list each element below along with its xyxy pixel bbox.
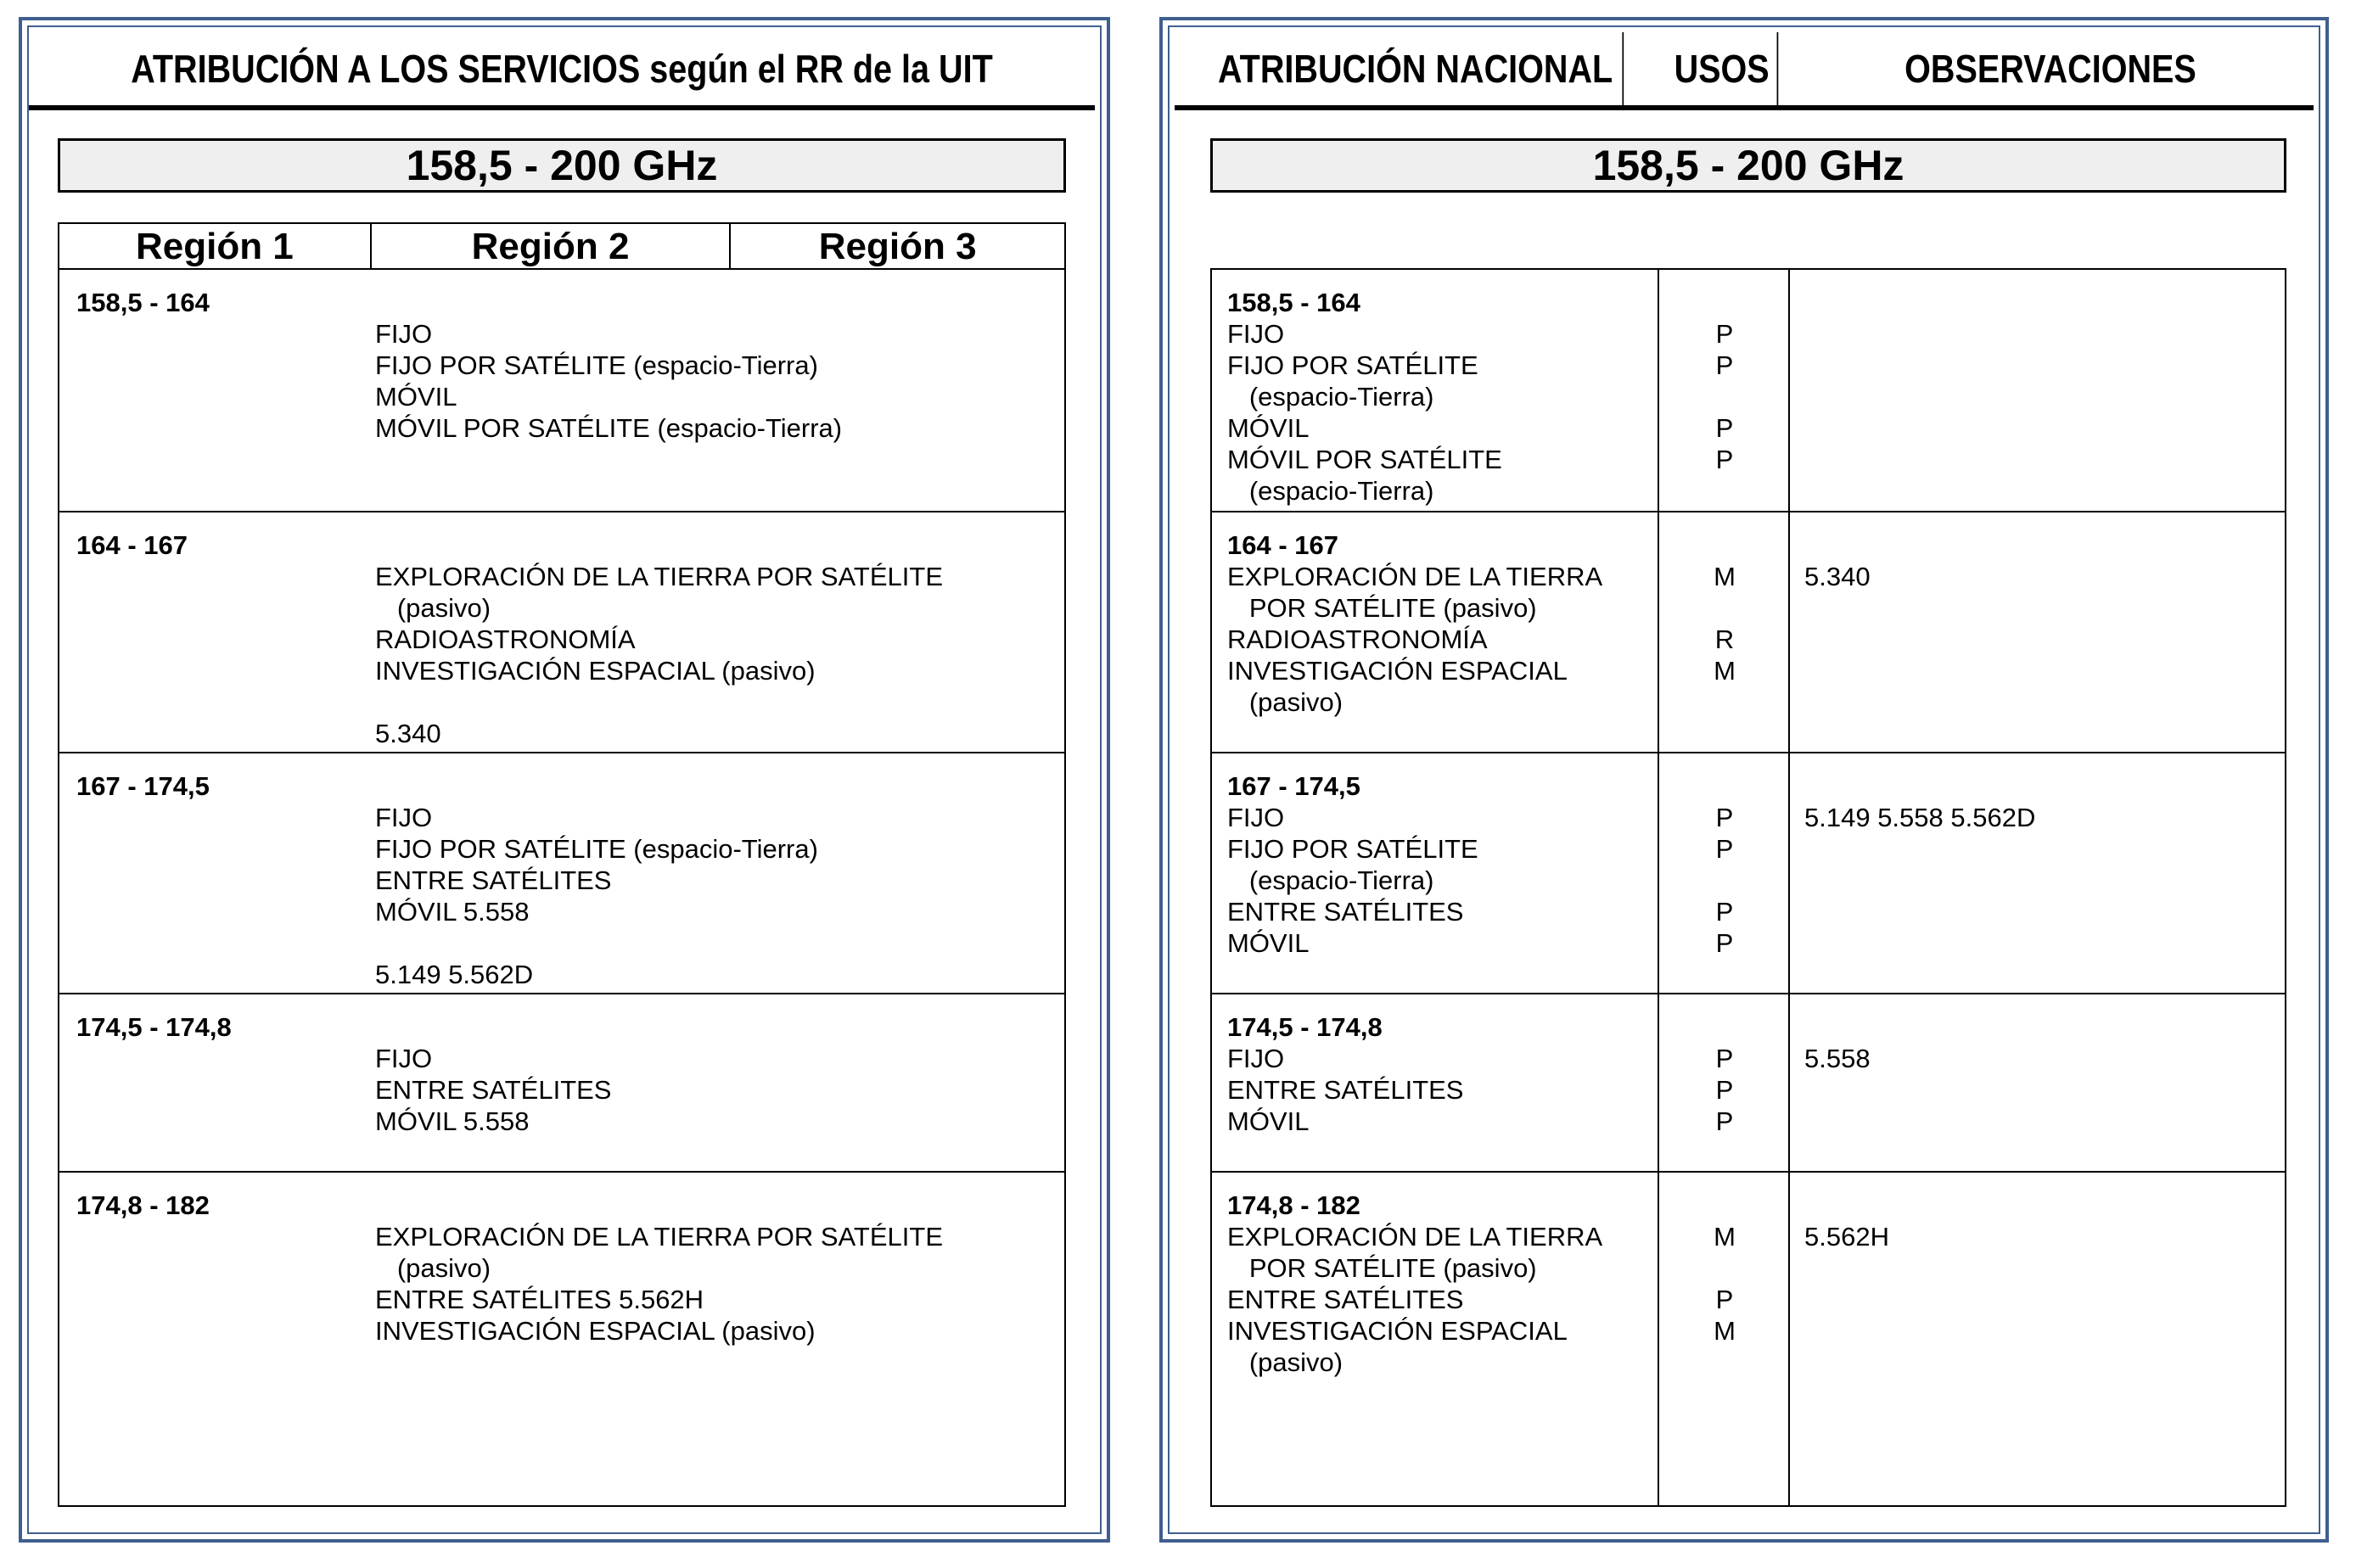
service-line: MÓVIL [1227,928,1310,958]
service-line: MÓVIL [1227,1106,1310,1136]
service-line: RADIOASTRONOMÍA [375,624,636,654]
region-2-label: Región 2 [372,224,732,270]
service-line: MÓVIL 5.558 [375,1106,530,1136]
service-line: 5.149 5.562D [375,960,534,989]
service-line: (pasivo) [375,593,491,623]
service-line: (pasivo) [375,1253,491,1283]
table-row [1212,270,2285,511]
table-row [59,752,1064,993]
region-1-label: Región 1 [59,224,372,270]
service-line: (espacio-Tierra) [1227,476,1434,506]
frequency-band-label: 174,8 - 182 [1227,1190,1360,1220]
table-row [1212,1171,2285,1509]
frequency-band-label: 167 - 174,5 [76,771,210,801]
observation-note: 5.558 [1804,1044,1871,1073]
observation-note: 5.562H [1804,1222,1889,1252]
service-line: INVESTIGACIÓN ESPACIAL (pasivo) [375,1316,816,1346]
service-line: FIJO [375,1044,433,1073]
service-line: EXPLORACIÓN DE LA TIERRA [1227,562,1603,591]
service-line: ENTRE SATÉLITES 5.562H [375,1285,704,1314]
service-line: (espacio-Tierra) [1227,382,1434,412]
service-line: ENTRE SATÉLITES [1227,897,1464,927]
uso-code: M [1714,656,1736,686]
service-line: INVESTIGACIÓN ESPACIAL (pasivo) [375,656,816,686]
table-row [59,270,1064,511]
table-row [1212,752,2285,993]
service-line: FIJO POR SATÉLITE [1227,350,1478,380]
frequency-band-label: 174,8 - 182 [76,1190,210,1220]
frequency-band-label: 164 - 167 [76,530,188,560]
service-line: EXPLORACIÓN DE LA TIERRA POR SATÉLITE [375,562,943,591]
uso-code: P [1715,413,1734,443]
region-3-label: Región 3 [818,226,977,267]
right-header [1175,32,2314,110]
uso-code: P [1715,1285,1734,1314]
service-line: 5.340 [375,719,441,748]
frequency-band-label: 174,5 - 174,8 [1227,1012,1383,1042]
frequency-band-label: 158,5 - 164 [76,288,210,317]
service-line: EXPLORACIÓN DE LA TIERRA POR SATÉLITE [375,1222,943,1252]
observation-note: 5.149 5.558 5.562D [1804,803,2036,832]
service-line: FIJO POR SATÉLITE (espacio-Tierra) [375,350,818,380]
uso-code: P [1715,803,1734,832]
left-band-title: 158,5 - 200 GHz [58,138,1066,193]
header-usos: USOS [1667,32,1779,105]
service-line: (pasivo) [1227,687,1343,717]
left-header-title: ATRIBUCIÓN A LOS SERVICIOS según el RR de la UIT [131,47,993,91]
left-header [29,32,1095,110]
service-line: MÓVIL POR SATÉLITE (espacio-Tierra) [375,413,843,443]
table-row [1212,511,2285,752]
service-line: FIJO POR SATÉLITE (espacio-Tierra) [375,834,818,864]
uso-code: P [1715,897,1734,927]
service-line: POR SATÉLITE (pasivo) [1227,1253,1537,1283]
service-line: RADIOASTRONOMÍA [1227,624,1488,654]
uso-code: P [1715,1106,1734,1136]
uso-code: R [1714,624,1735,654]
observation-note: 5.340 [1804,562,1871,591]
service-line: FIJO [1227,319,1285,349]
table-row [1212,993,2285,1171]
service-line: FIJO [375,319,433,349]
frequency-band-label: 164 - 167 [1227,530,1338,560]
uso-code: P [1715,350,1734,380]
left-allocation-table [58,268,1066,1507]
uso-code: P [1715,445,1734,474]
service-line: FIJO [1227,803,1285,832]
uso-code: P [1715,1044,1734,1073]
table-row [59,993,1064,1171]
uso-code: M [1714,1316,1736,1346]
service-line: ENTRE SATÉLITES [1227,1075,1464,1105]
service-line: MÓVIL [375,382,457,412]
service-line: FIJO [375,803,433,832]
service-line: ENTRE SATÉLITES [375,1075,612,1105]
frequency-band-label: 158,5 - 164 [1227,288,1360,317]
header-atribucion-nacional: ATRIBUCIÓN NACIONAL [1209,32,1624,105]
service-line: MÓVIL 5.558 [375,897,530,927]
frequency-band-label: 167 - 174,5 [1227,771,1360,801]
service-line: MÓVIL POR SATÉLITE [1227,445,1502,474]
service-line: MÓVIL [1227,413,1310,443]
uso-code: P [1715,834,1734,864]
service-line: ENTRE SATÉLITES [1227,1285,1464,1314]
header-observaciones: OBSERVACIONES [1904,47,2196,91]
service-line: (espacio-Tierra) [1227,865,1434,895]
service-line: POR SATÉLITE (pasivo) [1227,593,1537,623]
service-line: INVESTIGACIÓN ESPACIAL [1227,1316,1568,1346]
table-row [59,1171,1064,1509]
service-line: (pasivo) [1227,1347,1343,1377]
service-line: EXPLORACIÓN DE LA TIERRA [1227,1222,1603,1252]
uso-code: P [1715,319,1734,349]
uso-code: P [1715,1075,1734,1105]
uso-code: M [1714,562,1736,591]
region-header-row [58,222,1066,270]
service-line: ENTRE SATÉLITES [375,865,612,895]
frequency-band-label: 174,5 - 174,8 [76,1012,232,1042]
service-line: INVESTIGACIÓN ESPACIAL [1227,656,1568,686]
uso-code: P [1715,928,1734,958]
uso-code: M [1714,1222,1736,1252]
national-allocation-table [1210,268,2286,1507]
right-band-title: 158,5 - 200 GHz [1210,138,2286,193]
service-line: FIJO POR SATÉLITE [1227,834,1478,864]
table-row [59,511,1064,752]
service-line: FIJO [1227,1044,1285,1073]
